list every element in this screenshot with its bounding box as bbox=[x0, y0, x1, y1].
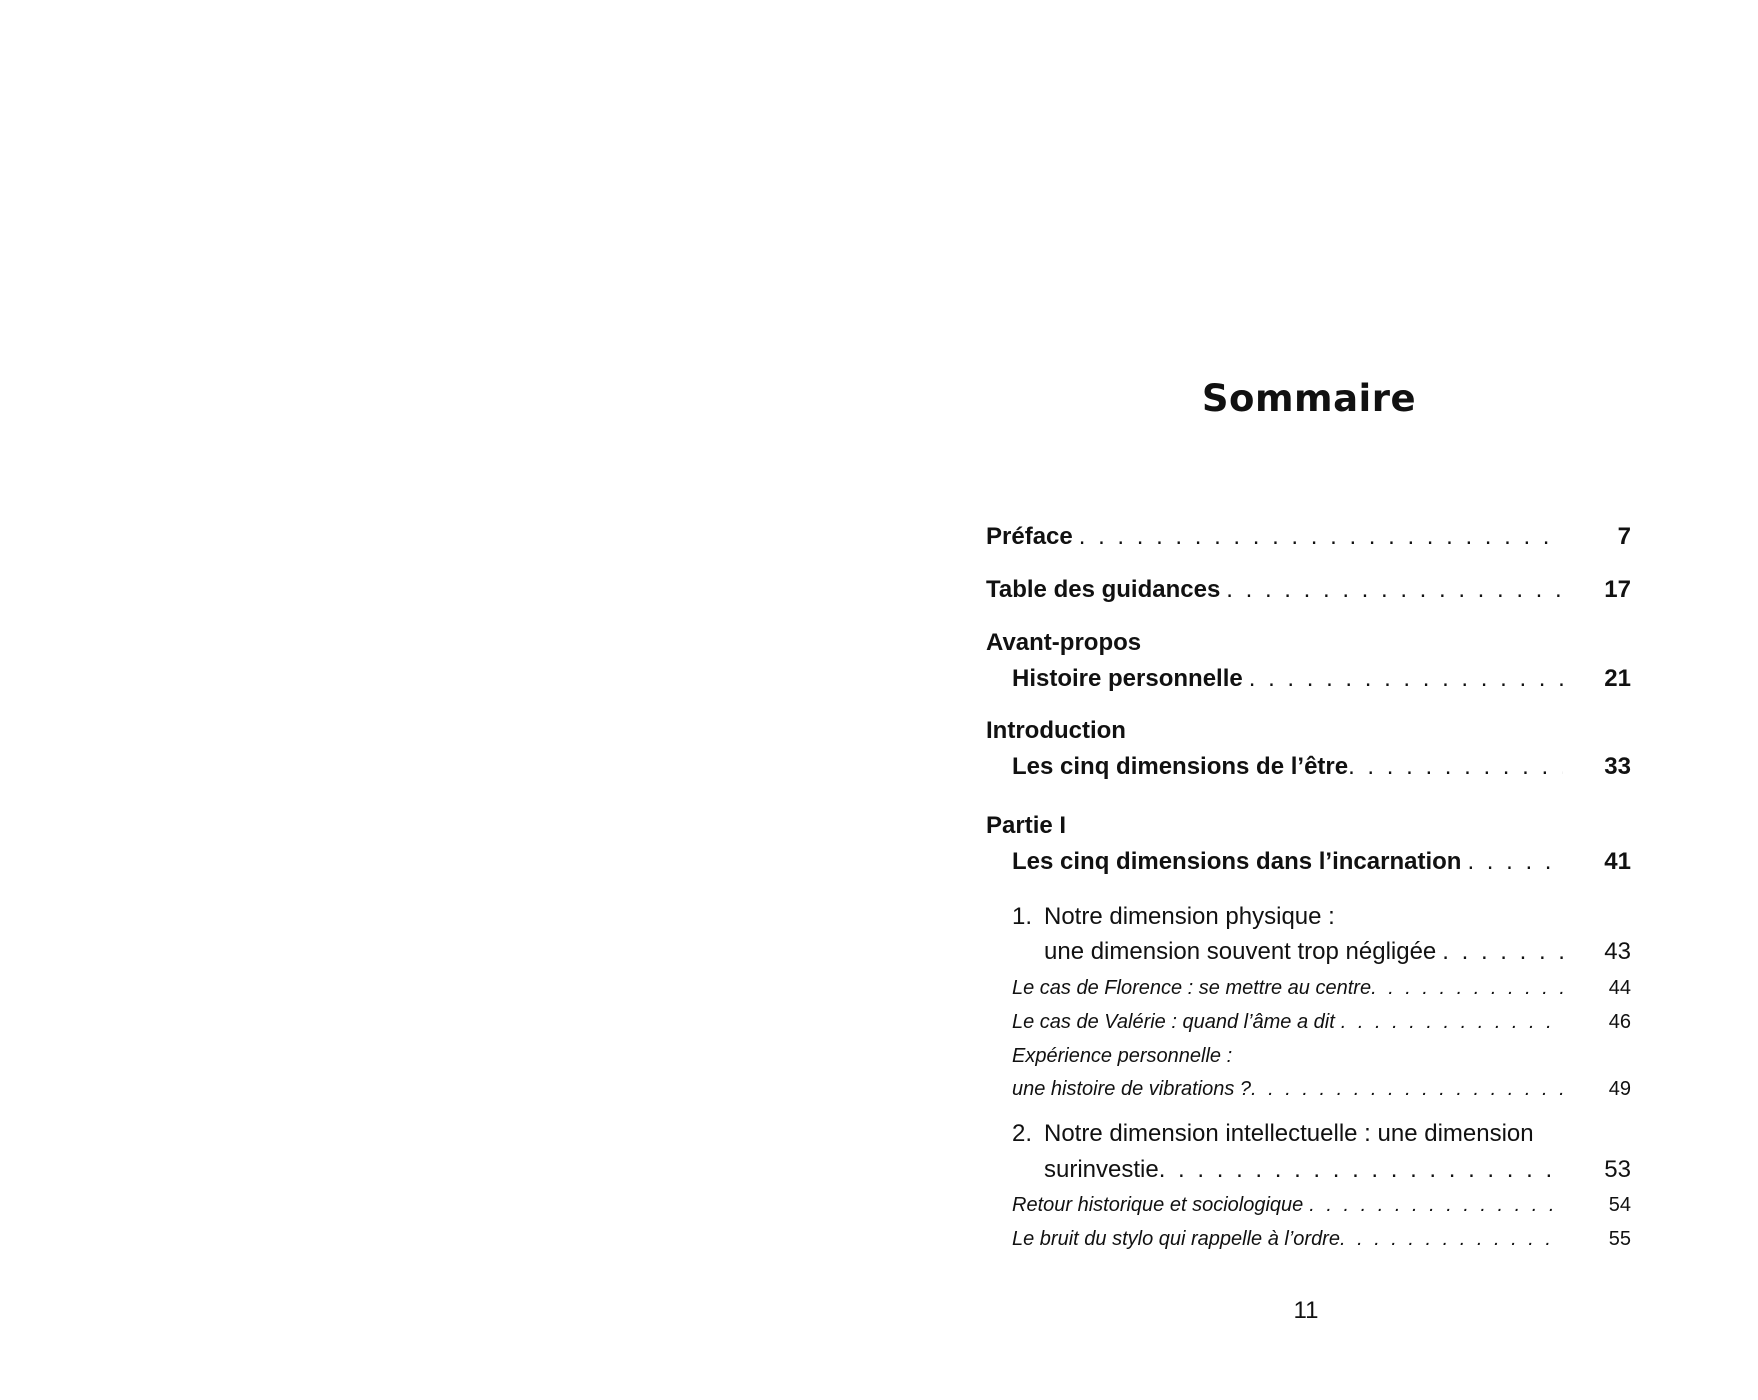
dot-leader bbox=[1243, 664, 1563, 694]
toc-entry-histoire-de-vibrations[interactable] bbox=[1012, 1076, 1631, 1102]
toc-entry-label: Préface bbox=[986, 523, 1073, 550]
dot-leader bbox=[1335, 1009, 1563, 1035]
toc-entry-label: Retour historique et sociologique bbox=[1012, 1194, 1304, 1216]
dot-leader bbox=[1220, 575, 1563, 605]
toc-entry-label: surinvestie bbox=[1044, 1156, 1159, 1183]
toc-entry-page: 49 bbox=[1608, 1078, 1631, 1100]
dot-leader bbox=[1371, 975, 1563, 1001]
toc-entry-chapter-2[interactable] bbox=[1044, 1155, 1631, 1185]
toc-entry-cas-valerie[interactable] bbox=[1012, 1009, 1631, 1035]
toc-chapter-1-heading bbox=[1012, 902, 1631, 932]
toc-entry-page: 54 bbox=[1608, 1194, 1631, 1216]
toc-entry-page: 46 bbox=[1608, 1011, 1631, 1033]
toc-entry-label: Le cas de Valérie : quand l’âme a dit bbox=[1012, 1011, 1335, 1033]
toc-entry-chapter-1[interactable] bbox=[1044, 937, 1631, 967]
dot-leader bbox=[1073, 522, 1563, 552]
toc-section-avant-propos bbox=[986, 628, 1631, 658]
dot-leader bbox=[1251, 1076, 1563, 1102]
toc-subsection-label: Expérience personnelle : bbox=[1012, 1045, 1233, 1067]
dot-leader bbox=[1461, 847, 1563, 877]
toc-entry-label: Le bruit du stylo qui rappelle à l’ordre bbox=[1012, 1228, 1340, 1250]
toc-entry-cas-florence[interactable] bbox=[1012, 975, 1631, 1001]
toc-chapter-label: Notre dimension physique : bbox=[1044, 903, 1335, 930]
chapter-number: 2. bbox=[1012, 1120, 1033, 1147]
toc-entry-label: Les cinq dimensions de l’être bbox=[1012, 753, 1349, 780]
toc-section-partie-1 bbox=[986, 811, 1631, 841]
toc-entry-page: 55 bbox=[1608, 1228, 1631, 1250]
toc-entry-label: une histoire de vibrations ? bbox=[1012, 1078, 1252, 1100]
toc-entry-page: 43 bbox=[1604, 938, 1631, 965]
toc-entry-label: Les cinq dimensions dans l’incarnation bbox=[1012, 848, 1462, 875]
toc-entry-page: 33 bbox=[1604, 753, 1631, 780]
toc-entry-bruit-du-stylo[interactable] bbox=[1012, 1226, 1631, 1252]
toc-title: Sommaire bbox=[1201, 377, 1417, 420]
toc-section-label: Avant-propos bbox=[986, 629, 1142, 656]
toc-entry-page: 41 bbox=[1604, 848, 1631, 875]
toc-chapter-2-heading bbox=[1012, 1119, 1631, 1149]
toc-entry-label: Histoire personnelle bbox=[1012, 665, 1243, 692]
page-number: 11 bbox=[1293, 1297, 1319, 1324]
toc-entry-page: 17 bbox=[1604, 576, 1631, 603]
toc-entry-retour-historique[interactable] bbox=[1012, 1192, 1631, 1218]
toc-section-label: Partie I bbox=[986, 812, 1067, 839]
toc-section-introduction bbox=[986, 716, 1631, 746]
toc-entry-histoire-personnelle[interactable] bbox=[1012, 664, 1631, 694]
dot-leader bbox=[1348, 752, 1563, 782]
toc-entry-les-cinq-dimensions-dans-l-incarnation[interactable] bbox=[1012, 847, 1631, 877]
toc-entry-page: 44 bbox=[1608, 977, 1631, 999]
chapter-number: 1. bbox=[1012, 903, 1033, 930]
toc-entry-preface[interactable] bbox=[986, 522, 1631, 552]
dot-leader bbox=[1159, 1155, 1563, 1185]
toc-chapter-label: Notre dimension intellectuelle : une dimension bbox=[1044, 1120, 1534, 1147]
toc-entry-label: une dimension souvent trop négligée bbox=[1044, 938, 1437, 965]
dot-leader bbox=[1340, 1226, 1563, 1252]
toc-entry-table-des-guidances[interactable] bbox=[986, 575, 1631, 605]
toc-entry-label: Le cas de Florence : se mettre au centre bbox=[1012, 977, 1372, 999]
toc-entry-les-cinq-dimensions-de-l-etre[interactable] bbox=[1012, 752, 1631, 782]
toc-section-label: Introduction bbox=[986, 717, 1126, 744]
toc-entry-page: 7 bbox=[1617, 523, 1631, 550]
dot-leader bbox=[1436, 937, 1563, 967]
right-page bbox=[879, 0, 1758, 1400]
toc-entry-label: Table des guidances bbox=[986, 576, 1221, 603]
toc-entry-page: 21 bbox=[1604, 665, 1631, 692]
dot-leader bbox=[1303, 1192, 1563, 1218]
toc-entry-page: 53 bbox=[1604, 1156, 1631, 1183]
toc-subsection-experience-personnelle bbox=[1012, 1043, 1631, 1069]
